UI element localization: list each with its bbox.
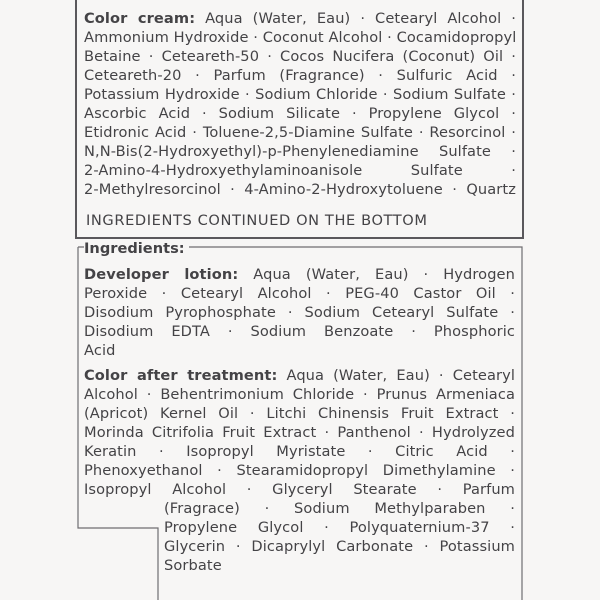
color-after-treatment-line-9: Propylene Glycol · Polyquaternium-37 ·: [164, 519, 515, 536]
color-cream-line-7: Etidronic Acid · Toluene-2,5-Diamine Sulfate · Resorcinol ·: [84, 124, 516, 141]
color-cream-line-8: N,N-Bis(2-Hydroxyethyl)-p-Phenylenediamine Sulfate ·: [84, 143, 516, 160]
color-cream-line-1: Color cream: Aqua (Water, Eau) · Cetearyl Alcohol ·: [84, 10, 516, 27]
developer-lotion-line-3: Disodium Pyrophosphate · Sodium Cetearyl Sulfate ·: [84, 304, 515, 321]
color-after-treatment-line-10: Glycerin · Dicaprylyl Carbonate · Potassium: [164, 538, 515, 555]
color-after-treatment-line-7: Isopropyl Alcohol · Glyceryl Stearate · Parfum: [84, 481, 515, 498]
color-cream-line-4: Ceteareth-20 · Parfum (Fragrance) · Sulfuric Acid ·: [84, 67, 516, 84]
developer-lotion-label: Developer lotion:: [84, 266, 239, 283]
color-cream-label: Color cream:: [84, 10, 196, 27]
color-after-treatment-line-2: Alcohol · Behentrimonium Chloride · Prunus Armeniaca: [84, 386, 515, 403]
color-cream-line-10: 2-Methylresorcinol · 4-Amino-2-Hydroxytoluene · Quartz: [84, 181, 516, 198]
color-cream-line-2: Ammonium Hydroxide · Coconut Alcohol · Cocamidopropyl: [84, 29, 517, 46]
developer-lotion-line-5: Acid: [84, 342, 116, 359]
color-cream-line-6: Ascorbic Acid · Sodium Silicate · Propylene Glycol ·: [84, 105, 516, 122]
color-after-treatment-line-8: (Fragrace) · Sodium Methylparaben ·: [164, 500, 515, 517]
color-after-treatment-line-11: Sorbate: [164, 557, 222, 574]
continued-notice: INGREDIENTS CONTINUED ON THE BOTTOM: [86, 212, 428, 229]
color-after-treatment-label: Color after treatment:: [84, 367, 278, 384]
developer-lotion-line-4: Disodium EDTA · Sodium Benzoate · Phosphoric: [84, 323, 515, 340]
color-cream-line-9: 2-Amino-4-Hydroxyethylaminoanisole Sulfate ·: [84, 162, 516, 179]
color-after-treatment-line-4: Morinda Citrifolia Fruit Extract · Panthenol · Hydrolyzed: [84, 424, 515, 441]
color-after-treatment-line-5: Keratin · Isopropyl Myristate · Citric Acid ·: [84, 443, 515, 460]
color-cream-line-3: Betaine · Ceteareth-50 · Cocos Nucifera (Coconut) Oil ·: [84, 48, 516, 65]
developer-lotion-line-1: Developer lotion: Aqua (Water, Eau) · Hydrogen: [84, 266, 515, 283]
color-cream-line-5: Potassium Hydroxide · Sodium Chloride · Sodium Sulfate ·: [84, 86, 516, 103]
color-after-treatment-line-3: (Apricot) Kernel Oil · Litchi Chinensis Fruit Extract ·: [84, 405, 515, 422]
developer-lotion-line-2: Peroxide · Cetearyl Alcohol · PEG-40 Castor Oil ·: [84, 285, 515, 302]
color-after-treatment-line-6: Phenoxyethanol · Stearamidopropyl Dimethylamine ·: [84, 462, 515, 479]
color-after-treatment-line-1: Color after treatment: Aqua (Water, Eau) · Cetearyl: [84, 367, 516, 384]
ingredients-heading: Ingredients:: [84, 239, 189, 258]
